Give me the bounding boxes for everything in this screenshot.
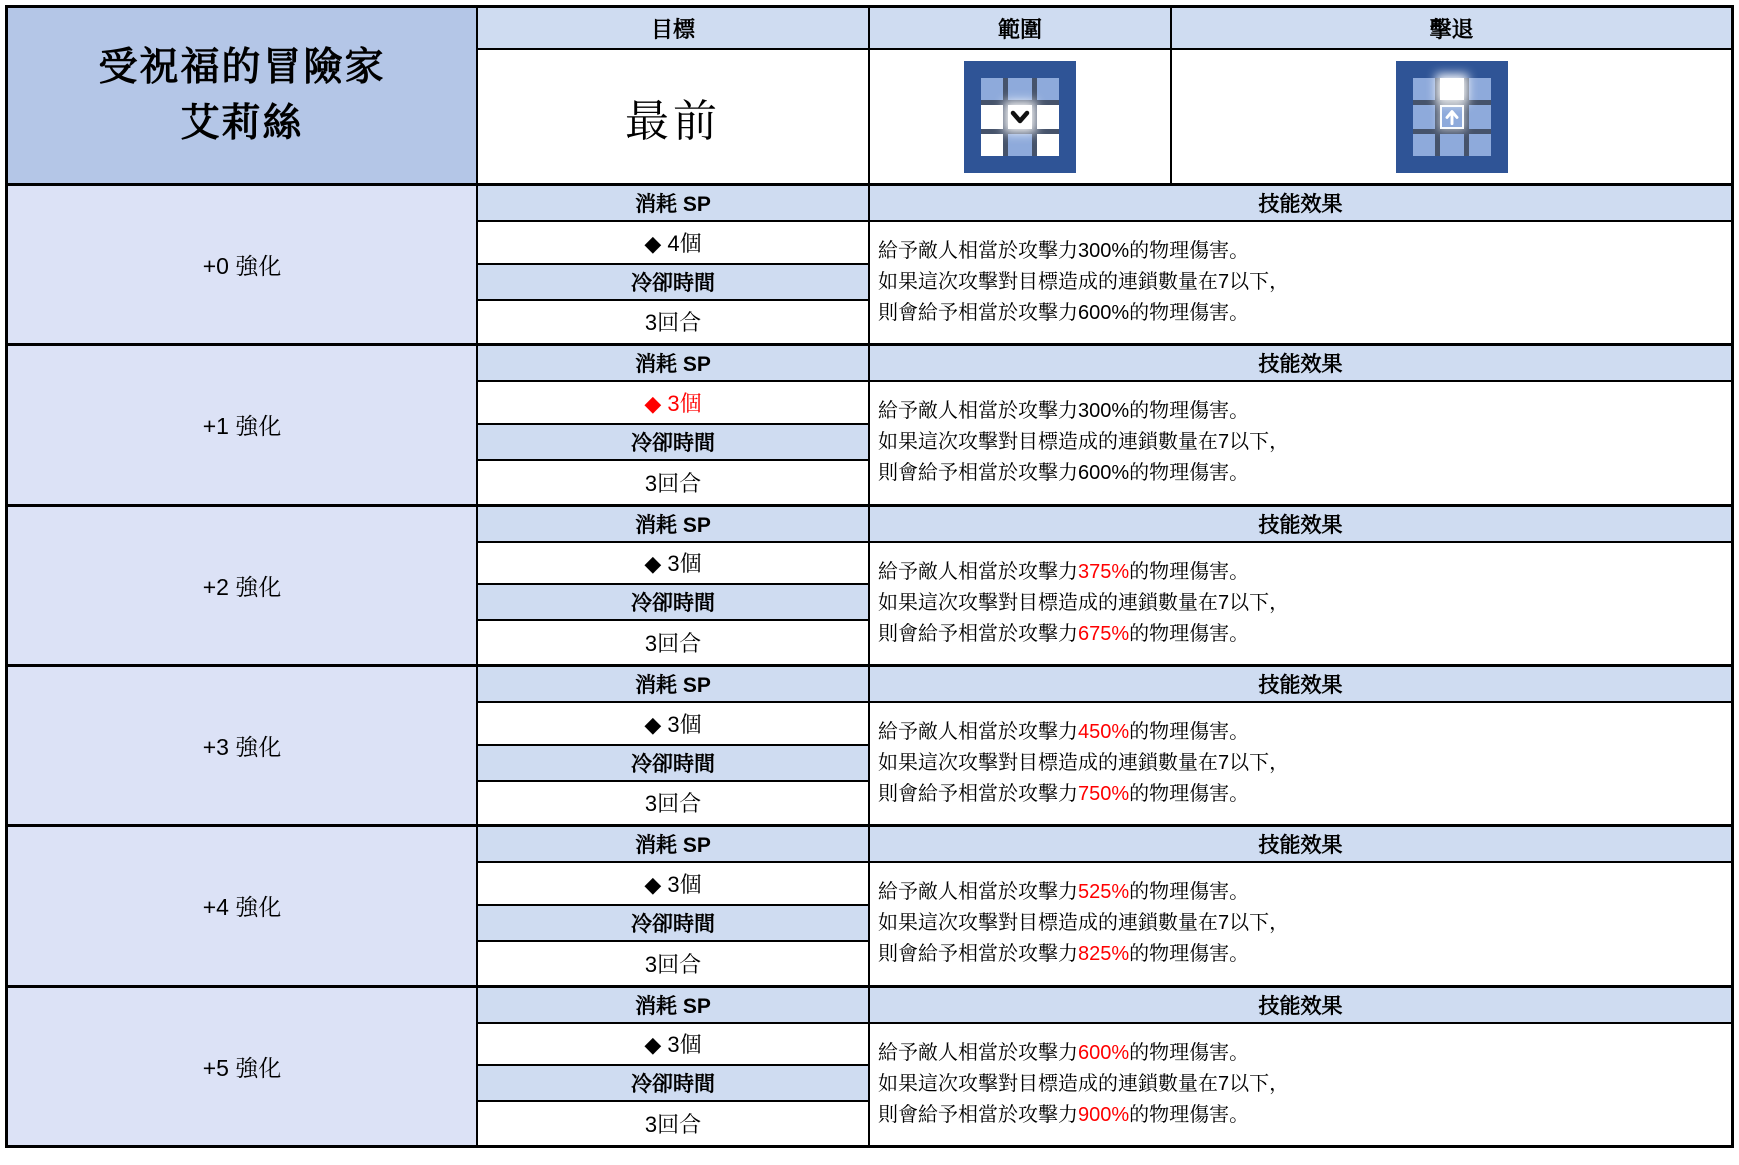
table-header-row bbox=[8, 8, 1731, 183]
enhancement-level-label: +1 強化 bbox=[8, 346, 476, 503]
chevron-down-icon bbox=[1008, 105, 1032, 129]
character-title-line2: 艾莉絲 bbox=[180, 101, 304, 145]
sp-cost-value: ◆ 3個 bbox=[478, 382, 868, 425]
skill-effect-text: 給予敵人相當於攻擊力450%的物理傷害。 如果這次攻擊對目標造成的連鎖數量在7以下， 則會給予相當於攻擊力750%的物理傷害。 bbox=[870, 703, 1731, 824]
cooldown-value: 3回合 bbox=[478, 782, 868, 825]
knockback-cell bbox=[1469, 105, 1491, 129]
damage-percent: 675% bbox=[1078, 622, 1130, 645]
sp-cost-value: ◆ 3個 bbox=[478, 1024, 868, 1067]
target-column bbox=[476, 8, 868, 183]
damage-percent: 600% bbox=[1078, 302, 1130, 325]
range-cell bbox=[1008, 78, 1032, 100]
target-value: 最前 bbox=[625, 96, 721, 146]
knockback-column bbox=[1170, 8, 1731, 183]
sp-cost-value: ◆ 3個 bbox=[478, 703, 868, 746]
sp-cost-header: 消耗 SP bbox=[478, 667, 868, 703]
damage-percent: 300% bbox=[1078, 240, 1130, 263]
cooldown-value: 3回合 bbox=[478, 942, 868, 985]
damage-percent: 750% bbox=[1078, 783, 1130, 806]
skill-effect-header: 技能效果 bbox=[870, 346, 1731, 382]
cooldown-value: 3回合 bbox=[478, 1102, 868, 1145]
cooldown-header: 冷卻時間 bbox=[478, 906, 868, 942]
skill-effect-text: 給予敵人相當於攻擊力300%的物理傷害。 如果這次攻擊對目標造成的連鎖數量在7以下， 則會給予相當於攻擊力600%的物理傷害。 bbox=[870, 382, 1731, 503]
skill-table bbox=[5, 5, 1734, 1148]
damage-percent: 900% bbox=[1078, 1103, 1130, 1126]
skill-effect-text: 給予敵人相當於攻擊力525%的物理傷害。 如果這次攻擊對目標造成的連鎖數量在7以下， 則會給予相當於攻擊力825%的物理傷害。 bbox=[870, 863, 1731, 984]
skill-effect-header: 技能效果 bbox=[870, 988, 1731, 1024]
knockback-cell bbox=[1440, 134, 1464, 156]
knockback-cell bbox=[1413, 105, 1435, 129]
cooldown-header: 冷卻時間 bbox=[478, 1066, 868, 1102]
cooldown-header: 冷卻時間 bbox=[478, 425, 868, 461]
sp-cost-header: 消耗 SP bbox=[478, 507, 868, 543]
cooldown-value: 3回合 bbox=[478, 301, 868, 344]
skill-effect-header: 技能效果 bbox=[870, 827, 1731, 863]
skill-effect-header: 技能效果 bbox=[870, 507, 1731, 543]
knockback-cell bbox=[1413, 134, 1435, 156]
range-cell bbox=[1037, 134, 1059, 156]
enhancement-row-0 bbox=[8, 183, 1731, 343]
range-cell bbox=[1008, 134, 1032, 156]
damage-percent: 600% bbox=[1078, 462, 1130, 485]
cooldown-header: 冷卻時間 bbox=[478, 585, 868, 621]
enhancement-level-label: +0 強化 bbox=[8, 186, 476, 343]
arrow-up-icon bbox=[1440, 105, 1464, 129]
enhancement-row-1 bbox=[8, 343, 1731, 503]
sp-cost-header: 消耗 SP bbox=[478, 827, 868, 863]
skill-effect-header: 技能效果 bbox=[870, 186, 1731, 222]
range-cell bbox=[981, 78, 1003, 100]
damage-percent: 450% bbox=[1078, 721, 1130, 744]
character-title-cell bbox=[8, 8, 476, 183]
knockback-cell bbox=[1469, 134, 1491, 156]
enhancement-row-3 bbox=[8, 664, 1731, 824]
character-title-line1: 受祝福的冒險家 bbox=[98, 46, 386, 90]
sp-cost-value: ◆ 3個 bbox=[478, 863, 868, 906]
sp-cost-value: ◆ 3個 bbox=[478, 543, 868, 586]
range-cell bbox=[1037, 105, 1059, 129]
range-column-header: 範圍 bbox=[870, 8, 1170, 50]
damage-percent: 825% bbox=[1078, 943, 1130, 966]
range-cell bbox=[981, 134, 1003, 156]
damage-percent: 525% bbox=[1078, 881, 1130, 904]
cooldown-header: 冷卻時間 bbox=[478, 265, 868, 301]
enhancement-level-label: +4 強化 bbox=[8, 827, 476, 984]
target-column-header: 目標 bbox=[478, 8, 868, 50]
skill-effect-text: 給予敵人相當於攻擊力300%的物理傷害。 如果這次攻擊對目標造成的連鎖數量在7以下， 則會給予相當於攻擊力600%的物理傷害。 bbox=[870, 222, 1731, 343]
knockback-column-header: 擊退 bbox=[1172, 8, 1731, 50]
enhancement-row-4 bbox=[8, 824, 1731, 984]
skill-effect-text: 給予敵人相當於攻擊力375%的物理傷害。 如果這次攻擊對目標造成的連鎖數量在7以下， 則會給予相當於攻擊力675%的物理傷害。 bbox=[870, 543, 1731, 664]
cooldown-header: 冷卻時間 bbox=[478, 746, 868, 782]
damage-percent: 375% bbox=[1078, 560, 1130, 583]
cooldown-value: 3回合 bbox=[478, 621, 868, 664]
knockback-grid-icon bbox=[1396, 61, 1508, 173]
sp-cost-header: 消耗 SP bbox=[478, 988, 868, 1024]
enhancement-row-2 bbox=[8, 504, 1731, 664]
enhancement-level-label: +5 強化 bbox=[8, 988, 476, 1145]
sp-cost-header: 消耗 SP bbox=[478, 186, 868, 222]
cooldown-value: 3回合 bbox=[478, 461, 868, 504]
sp-cost-value: ◆ 4個 bbox=[478, 222, 868, 265]
range-grid-icon bbox=[964, 61, 1076, 173]
enhancement-level-label: +2 強化 bbox=[8, 507, 476, 664]
enhancement-row-5 bbox=[8, 985, 1731, 1145]
knockback-cell bbox=[1413, 78, 1435, 100]
damage-percent: 300% bbox=[1078, 400, 1130, 423]
range-column bbox=[868, 8, 1170, 183]
skill-effect-header: 技能效果 bbox=[870, 667, 1731, 703]
damage-percent: 600% bbox=[1078, 1041, 1130, 1064]
knockback-target-cell bbox=[1440, 78, 1464, 100]
range-cell bbox=[1037, 78, 1059, 100]
enhancement-level-label: +3 強化 bbox=[8, 667, 476, 824]
sp-cost-header: 消耗 SP bbox=[478, 346, 868, 382]
range-cell bbox=[981, 105, 1003, 129]
skill-effect-text: 給予敵人相當於攻擊力600%的物理傷害。 如果這次攻擊對目標造成的連鎖數量在7以下， 則會給予相當於攻擊力900%的物理傷害。 bbox=[870, 1024, 1731, 1145]
knockback-cell bbox=[1469, 78, 1491, 100]
